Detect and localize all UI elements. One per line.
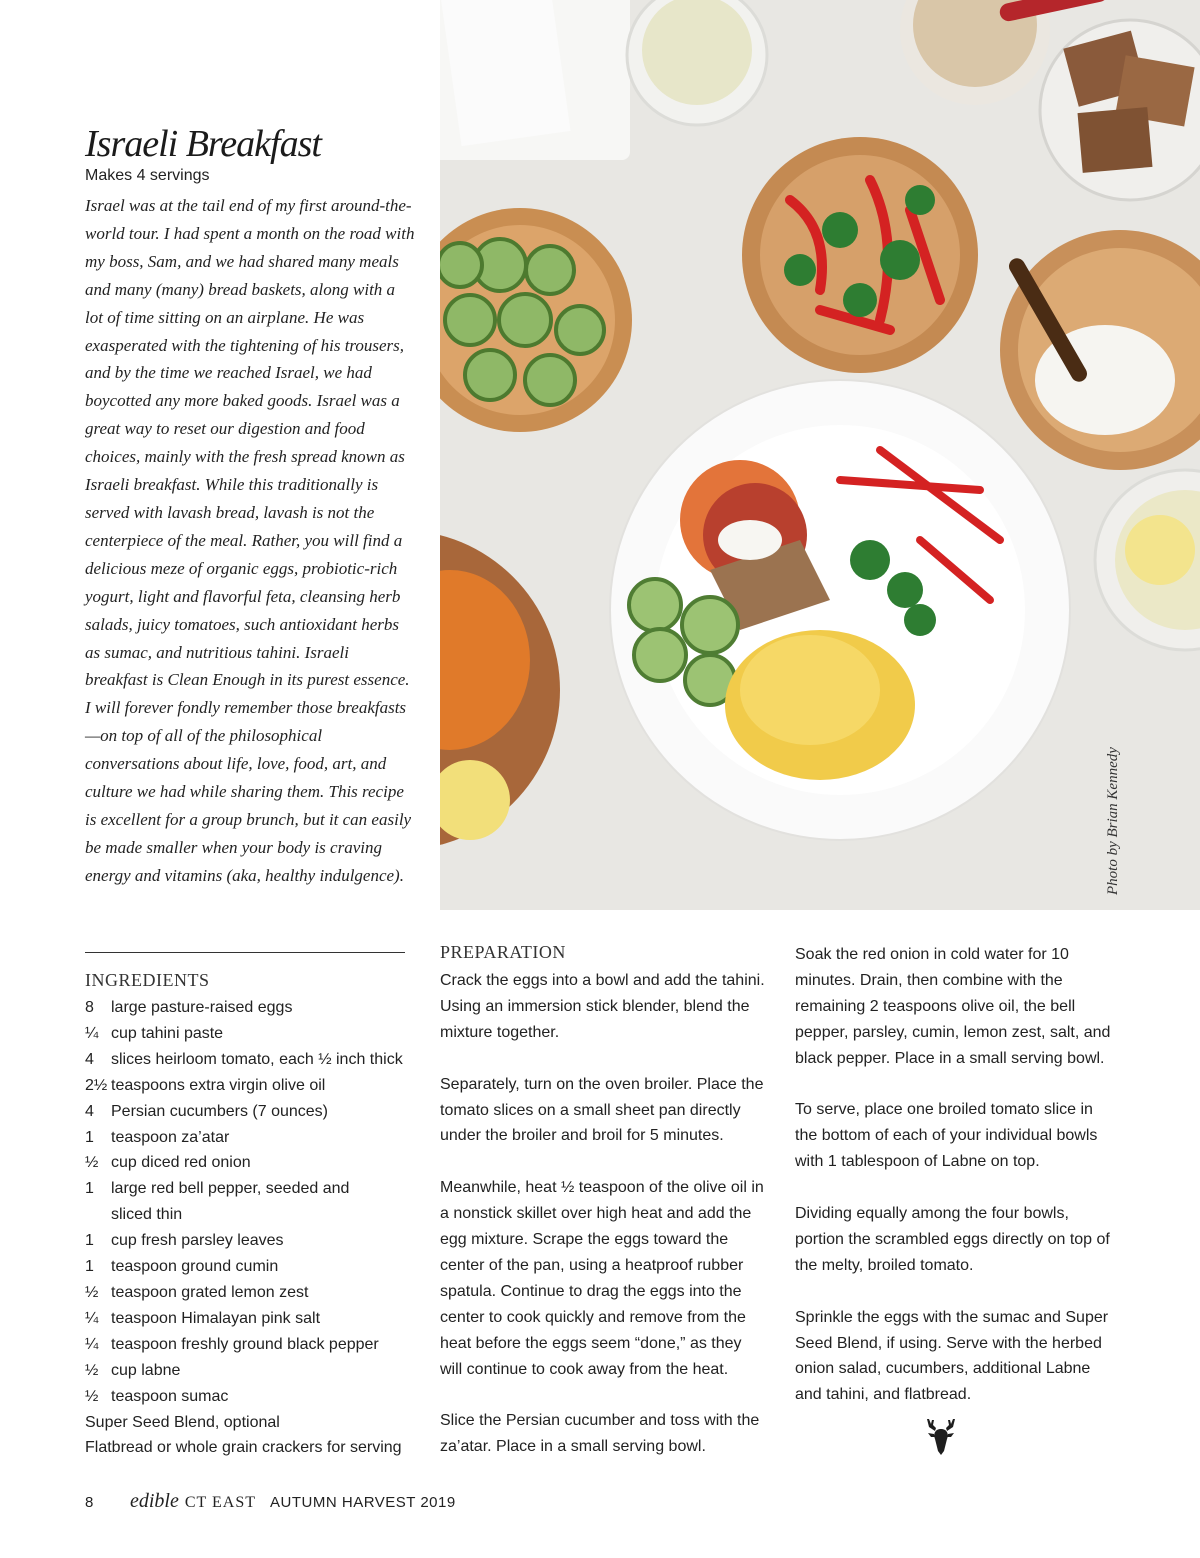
photo-credit: Photo by Brian Kennedy — [1105, 747, 1121, 895]
ingredient-text: large red bell pepper, seeded and — [111, 1180, 350, 1198]
ingredient-row — [85, 1280, 415, 1306]
preparation-step: Meanwhile, heat ½ teaspoon of the olive oil in a nonstick skillet over high heat and add the egg mixture. Scrape the eggs toward the center of the pan, using a heatproof rubber spatula. Continue to drag the eggs into the center to cook quickly and remove from the heat before the eggs seem “done,” as they will continue to cook away from the heat. — [440, 1179, 764, 1378]
issue-label: AUTUMN HARVEST 2019 — [270, 1494, 456, 1511]
brand-edible: edible — [130, 1490, 179, 1512]
deer-head-icon — [920, 1415, 962, 1457]
ingredient-text: teaspoon za’atar — [111, 1128, 230, 1146]
ingredient-quantity: ¼ — [85, 1335, 99, 1353]
ingredient-quantity: 1 — [85, 1128, 94, 1146]
ingredient-row — [85, 1099, 415, 1125]
divider — [85, 952, 405, 953]
ingredients-list — [85, 995, 415, 1461]
recipe-title: Israeli Breakfast — [85, 123, 321, 165]
ingredient-text: teaspoon ground cumin — [111, 1258, 279, 1276]
preparation-step: Crack the eggs into a bowl and add the tahini. Using an immersion stick blender, blend the mixture together. — [440, 972, 765, 1041]
brand-region: CT EAST — [184, 1494, 257, 1511]
ingredient-row — [85, 1358, 415, 1384]
recipe-intro: Israel was at the tail end of my first around-the-world tour. I had spent a month on the road with my boss, Sam, and we had shared many meals and many (many) bread baskets, along with a lot of time sitting on an airplane. He was exasperated with the tightening of his trousers, and by the time we reached Israel, we had boycotted any more baked goods. Israel was a great way to reset our digestion and food choices, mainly with the fresh spread known as Israeli breakfast. While this traditionally is served with lavash bread, lavash is not the centerpiece of the meal. Rather, you will find a delicious meze of organic eggs, probiotic-rich yogurt, light and flavorful feta, cleansing herb salads, juicy tomatoes, such antioxidant herbs as sumac, and nutritious tahini. Israeli breakfast is Clean Enough in its purest essence. I will forever fondly remember those breakfasts—on top of all of the philosophical conversations about life, love, food, art, and culture we had while sharing them. This recipe is excellent for a group brunch, but it can easily be made smaller when your body is craving energy and vitamins (aka, healthy indulgence). — [85, 196, 415, 885]
ingredient-row — [85, 1150, 415, 1176]
ingredient-row — [85, 1047, 415, 1073]
ingredient-quantity: ½ — [85, 1361, 99, 1379]
ingredient-text: cup fresh parsley leaves — [111, 1232, 284, 1250]
preparation-step: Soak the red onion in cold water for 10 minutes. Drain, then combine with the remaining 2 teaspoons olive oil, the bell pepper, parsley, cumin, lemon zest, salt, and black pepper. Place in a small serving bowl. — [795, 946, 1111, 1067]
preparation-step: Separately, turn on the oven broiler. Place the tomato slices on a small sheet pan directly under the broiler and broil for 5 minutes. — [440, 1075, 764, 1145]
ingredient-row — [85, 1306, 415, 1332]
ingredient-quantity: ¼ — [85, 1309, 99, 1327]
ingredient-text: teaspoon Himalayan pink salt — [111, 1309, 321, 1327]
ingredient-text: slices heirloom tomato, each ½ inch thick — [111, 1050, 403, 1068]
ingredient-text: teaspoons extra virgin olive oil — [111, 1076, 326, 1094]
ingredient-quantity: ¼ — [85, 1024, 99, 1042]
ingredient-text: cup tahini paste — [111, 1024, 224, 1042]
preparation-steps-continued — [795, 942, 1115, 1434]
ingredient-row — [85, 1228, 415, 1254]
ingredient-row — [85, 1176, 415, 1202]
ingredient-quantity: 2½ — [85, 1076, 108, 1094]
ingredient-text: cup diced red onion — [111, 1154, 251, 1172]
ingredient-row — [85, 995, 415, 1021]
ingredient-text-continued: sliced thin — [111, 1206, 183, 1224]
ingredient-text: Persian cucumbers (7 ounces) — [111, 1102, 328, 1120]
preparation-step: Slice the Persian cucumber and toss with the za’atar. Place in a small serving bowl. — [440, 1412, 760, 1456]
ingredient-row — [85, 1332, 415, 1358]
preparation-step: Dividing equally among the four bowls, portion the scrambled eggs directly on top of the melty, broiled tomato. — [795, 1205, 1110, 1274]
ingredient-text: large pasture-raised eggs — [111, 999, 293, 1016]
recipe-photo — [440, 0, 1200, 910]
preparation-step: To serve, place one broiled tomato slice in the bottom of each of your individual bowls with 1 tablespoon of Labne on top. — [795, 1101, 1098, 1171]
ingredient-quantity: 1 — [85, 1258, 94, 1276]
ingredient-row — [85, 1125, 415, 1151]
preparation-step: Sprinkle the eggs with the sumac and Super Seed Blend, if using. Serve with the herbed onion salad, cucumbers, additional Labne and tahini, and flatbread. — [795, 1308, 1109, 1404]
ingredients-heading: INGREDIENTS — [85, 970, 210, 990]
ingredient-text: cup labne — [111, 1361, 181, 1379]
ingredient-quantity: 4 — [85, 1050, 94, 1068]
ingredient-text: teaspoon grated lemon zest — [111, 1283, 309, 1301]
ingredient-quantity: ½ — [85, 1283, 99, 1301]
preparation-steps — [440, 968, 765, 1486]
preparation-heading: PREPARATION — [440, 942, 566, 962]
ingredient-quantity: 4 — [85, 1102, 94, 1120]
ingredient-text: teaspoon freshly ground black pepper — [111, 1335, 379, 1353]
ingredient-row — [85, 1384, 415, 1410]
ingredient-quantity: ½ — [85, 1154, 99, 1172]
ingredient-quantity: 8 — [85, 999, 94, 1016]
ingredient-row — [85, 1254, 415, 1280]
ingredient-extra: Flatbread or whole grain crackers for serving — [85, 1439, 402, 1457]
ingredient-extra: Super Seed Blend, optional — [85, 1413, 280, 1431]
page-number: 8 — [85, 1494, 94, 1511]
ingredient-quantity: ½ — [85, 1387, 99, 1405]
servings: Makes 4 servings — [85, 167, 210, 184]
ingredient-quantity: 1 — [85, 1232, 94, 1250]
ingredient-quantity: 1 — [85, 1180, 94, 1198]
ingredient-row — [85, 1073, 415, 1099]
page-footer — [85, 1490, 456, 1513]
ingredient-text: teaspoon sumac — [111, 1387, 229, 1405]
ingredient-row — [85, 1021, 415, 1047]
